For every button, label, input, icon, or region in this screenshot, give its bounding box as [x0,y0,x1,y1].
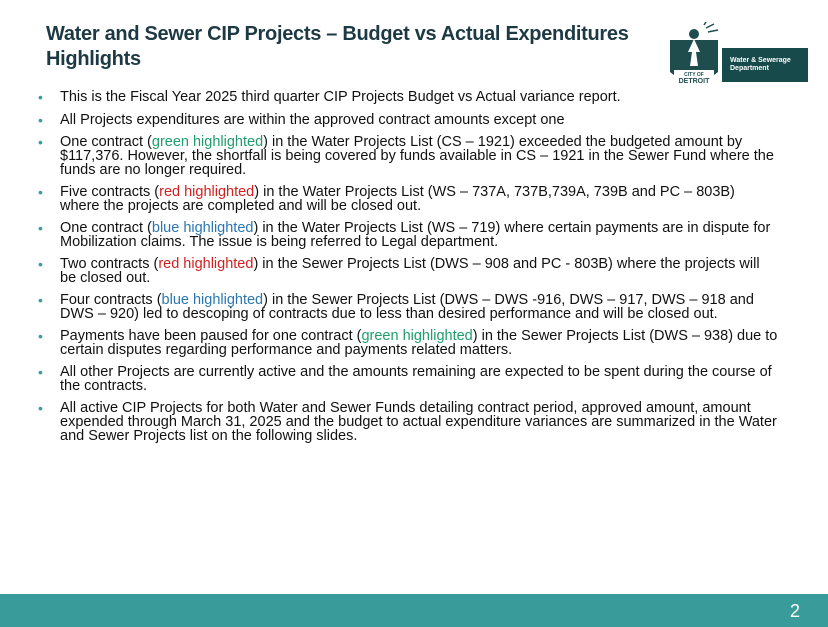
bullet-10: • All active CIP Projects for both Water and Sewer Funds detailing contract period, approved amount, amount expended through March 31, 2025 and the budget to actual expenditure variances are summarized in the Water and Sewer Projects list on the following slides. [38,400,777,444]
bullet-1: • This is the Fiscal Year 2025 third quarter CIP Projects Budget vs Actual variance report. [38,89,621,105]
blue-highlight-label: blue highlighted [161,292,264,308]
emblem-bottom-text: DETROIT [678,78,710,85]
page-number: 2 [789,601,800,621]
bullet-7: • Four contracts (blue highlighted) in the Sewer Projects List (DWS – DWS -916, DWS – 917, DWS – 918 and DWS – 920) led to descoping of contracts due to less than desired performance and will be closed out. [38,292,754,322]
slide-title [46,22,646,72]
footer-bar [0,594,828,627]
highlights-list [38,90,778,451]
green-highlight-label: green highlighted [361,328,473,344]
emblem-top-text: CITY OF [684,72,704,78]
bullet-2: • All Projects expenditures are within the approved contract amounts except one [38,112,565,128]
dept-line-1: Water & Sewerage [730,57,791,64]
dept-name-box [722,48,808,82]
blue-highlight-label: blue highlighted [151,220,254,236]
dept-line-2: Department [730,65,769,72]
green-highlight-label: green highlighted [151,134,264,150]
city-of-detroit-emblem-icon [666,22,722,92]
bullet-4: • Five contracts (red highlighted) in the Water Projects List (WS – 737A, 737B,739A, 739B and PC – 803B) where the projects are completed and will be closed out. [38,184,735,214]
bullet-8: • Payments have been paused for one contract (green highlighted) in the Sewer Projects List (DWS – 938) due to certain disputes regarding performance and payments related matters. [38,328,778,358]
bullet-9: • All other Projects are currently active and the amounts remaining are expected to be spent during the course of the contracts. [38,364,772,394]
bullet-3: • One contract (green highlighted) in the Water Projects List (CS – 1921) exceeded the budgeted amount by $117,376. However, the shortfall is being covered by funds available in CS – 1921 in the Sewer Fund where the funds are no longer required. [38,134,774,178]
title-line-2: Highlights [46,48,141,70]
title-line-1: Water and Sewer CIP Projects – Budget vs Actual Expenditures [46,23,629,45]
bullet-5: • One contract (blue highlighted) in the Water Projects List (WS – 719) where certain payments are in dispute for Mobilization claims. The issue is being referred to Legal department. [38,220,771,250]
dwsd-logo [662,18,810,94]
bullet-6: • Two contracts (red highlighted) in the Sewer Projects List (DWS – 908 and PC - 803B) where the projects will be closed out. [38,256,760,286]
red-highlight-label: red highlighted [159,184,255,200]
red-highlight-label: red highlighted [158,256,254,272]
